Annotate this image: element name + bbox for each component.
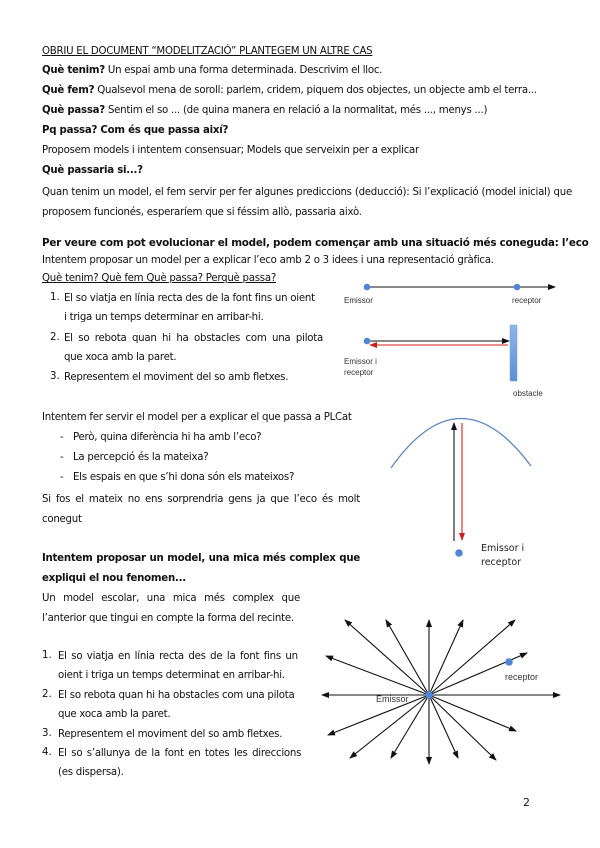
dome-arc xyxy=(391,418,531,468)
emitter-receiver-point xyxy=(364,338,371,345)
document-heading: OBRIU EL DOCUMENT “MODELITZACIÓ” PLANTEGEM UN ALTRE CAS xyxy=(42,46,373,57)
prediction-paragraph: Quan tenim un model, el fem servir per fer algunes prediccions (deducció): Si l’explicació (model inicial) que proposem funcionés, esperaríem que si féssim allò, passaria això. xyxy=(42,187,572,218)
diagram-dome xyxy=(391,418,531,568)
list-item-continued: que xoca amb la paret. xyxy=(58,709,171,720)
list-item: El so s’allunya de la font en totes les direccions xyxy=(58,748,302,759)
dispersion-arrow xyxy=(391,695,429,758)
emitter-receiver-label-1: Emissor i xyxy=(344,357,377,366)
emitter-point xyxy=(364,284,371,291)
obstacle-label: obstacle xyxy=(513,389,543,398)
list-item: El so rebota quan hi ha obstacles com una pilota xyxy=(58,690,295,701)
dispersion-arrow xyxy=(429,695,496,760)
list-item-continued: (es dispersa). xyxy=(58,767,124,778)
receiver-point xyxy=(514,284,521,291)
list-number: 2. xyxy=(42,689,52,700)
list-item: El so rebota quan hi ha obstacles com una pilota xyxy=(64,333,323,344)
plcat-conclusion: Si fos el mateix no ens sorprendria gens ja que l’eco és molt conegut xyxy=(42,494,360,525)
intro-line-proposem: Proposem models i intentem consensuar; Models que serveixin per a explicar xyxy=(42,145,419,156)
dispersion-arrow xyxy=(386,620,429,695)
dispersion-arrow xyxy=(345,620,429,695)
receiver-label: receptor xyxy=(505,672,539,682)
list-item: Representem el moviment del so amb fletxes. xyxy=(64,372,289,383)
answer-text: Sentim el so ... (de quina manera en relació a la normalitat, més ..., menys ...) xyxy=(104,105,488,116)
list-number: 2. xyxy=(50,332,60,343)
dispersion-arrow xyxy=(326,656,429,695)
emitter-receiver-label-1: Emissor i xyxy=(481,543,525,554)
page-number: 2 xyxy=(523,796,530,809)
receiver-label: receptor xyxy=(512,296,542,305)
emitter-point xyxy=(425,691,433,699)
list-number: 1. xyxy=(42,650,52,661)
echo-section-questions: Què tenim? Què fem Què passa? Perquè passa? xyxy=(42,273,277,284)
emitter-receiver-point xyxy=(455,549,463,557)
list-item: El so viatja en línia recta des de la font fins un oient xyxy=(64,293,315,304)
question-label: Què fem? xyxy=(42,85,95,96)
emitter-receiver-label-2: receptor xyxy=(344,368,374,377)
list-number: 3. xyxy=(50,371,60,382)
echo-section-subtitle: Intentem proposar un model per a explicar l’eco amb 2 o 3 idees i una representació gràfica. xyxy=(42,255,494,266)
intro-line-que-passaria: Què passaria si...? xyxy=(42,165,143,176)
intro-line-pq-passa: Pq passa? Com és que passa així? xyxy=(42,125,229,136)
list-item: Representem el moviment del so amb fletxes. xyxy=(58,729,283,740)
list-item-continued: oient i triga un temps determinat en arribar-hi. xyxy=(58,670,285,681)
bullet-item: Però, quina diferència hi ha amb l’eco? xyxy=(73,432,262,443)
obstacle-wall xyxy=(510,325,517,381)
diagram-echo-obstacle xyxy=(344,325,543,398)
emitter-receiver-label-2: receptor xyxy=(481,557,522,568)
complex-section-title: Intentem proposar un model, una mica més complex que expliqui el nou fenomen... xyxy=(42,553,360,584)
bullet-marker: - xyxy=(60,472,64,483)
bullet-marker: - xyxy=(60,452,64,463)
dispersion-arrow xyxy=(429,620,463,695)
emitter-label: Emissor xyxy=(376,694,409,704)
dispersion-arrow xyxy=(429,695,458,758)
dispersion-arrow xyxy=(429,695,516,731)
complex-section-paragraph: Un model escolar, una mica més complex que l’anterior que tingui en compte la forma del recinte. xyxy=(42,593,300,624)
list-number: 3. xyxy=(42,728,52,739)
receiver-point xyxy=(505,658,513,666)
bullet-item: La percepció és la mateixa? xyxy=(73,452,209,463)
diagram-radial-dispersion xyxy=(322,620,560,764)
list-item-continued: i triga un temps determinar en arribar-hi. xyxy=(64,312,264,323)
dispersion-arrow xyxy=(350,695,429,758)
bullet-marker: - xyxy=(60,432,64,443)
list-item-continued: que xoca amb la paret. xyxy=(64,352,177,363)
answer-text: Un espai amb una forma determinada. Descrivim el lloc. xyxy=(104,65,383,76)
dispersion-arrow xyxy=(429,620,515,695)
answer-text: Qualsevol mena de soroll: parlem, cridem, piquem dos objectes, un objecte amb el terra... xyxy=(94,85,537,96)
diagram-straight-line xyxy=(344,284,555,305)
list-number: 1. xyxy=(50,292,60,303)
echo-section-title: Per veure com pot evolucionar el model, podem començar amb una situació més coneguda: l’eco xyxy=(42,237,589,249)
list-number: 4. xyxy=(42,747,52,758)
emitter-label: Emissor xyxy=(344,296,373,305)
bullet-item: Els espais en que s’hi dona són els mateixos? xyxy=(73,472,295,483)
question-label: Què tenim? xyxy=(42,65,105,76)
list-item: El so viatja en línia recta des de la font fins un xyxy=(58,651,298,662)
question-label: Què passa? xyxy=(42,105,105,116)
plcat-intro: Intentem fer servir el model per a explicar el que passa a PLCat xyxy=(42,412,352,423)
